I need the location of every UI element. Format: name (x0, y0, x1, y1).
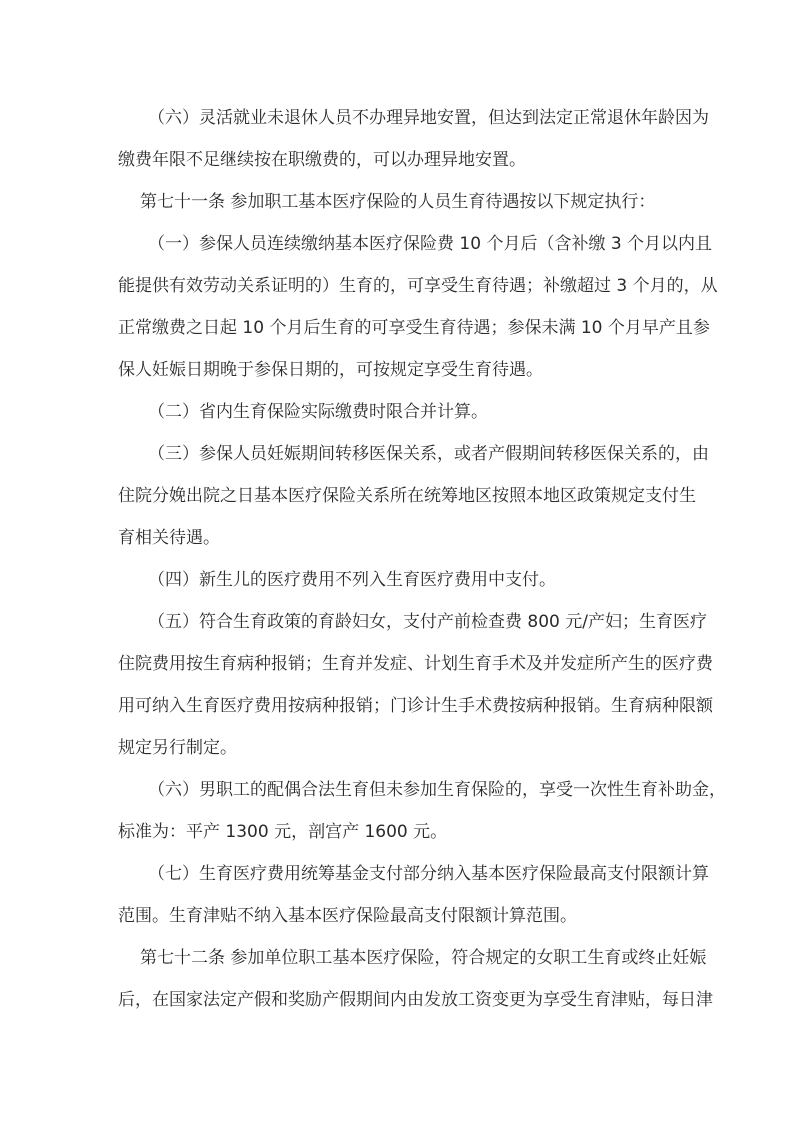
article-paragraph (118, 181, 676, 223)
text-line: 能提供有效劳动关系证明的）生育的，可享受生育待遇；补缴超过 3 个月的，从 (118, 276, 718, 296)
text-line: （五）符合生育政策的育龄妇女，支付产前检查费 800 元/产妇；生育医疗 (148, 612, 707, 632)
document-body (118, 97, 726, 1021)
item-paragraph (118, 97, 709, 181)
article-paragraph (118, 937, 713, 1021)
text-line: 第七十一条 参加职工基本医疗保险的人员生育待遇按以下规定执行： (140, 192, 656, 212)
item-paragraph (118, 559, 676, 601)
text-line: 住院费用按生育病种报销；生育并发症、计划生育手术及并发症所产生的医疗费 (118, 654, 713, 674)
text-line: 住院分娩出院之日基本医疗保险关系所在统筹地区按照本地区政策规定支付生 (118, 486, 696, 506)
text-line: 正常缴费之日起 10 个月后生育的可享受生育待遇；参保未满 10 个月早产且参 (118, 318, 710, 338)
text-line: （六）灵活就业未退休人员不办理异地安置，但达到法定正常退休年龄因为 (148, 108, 709, 128)
text-line: 缴费年限不足继续按在职缴费的，可以办理异地安置。 (118, 150, 526, 170)
item-paragraph (118, 853, 709, 937)
text-line: （三）参保人员妊娠期间转移医保关系，或者产假期间转移医保关系的，由 (148, 444, 709, 464)
item-paragraph (118, 433, 709, 559)
item-paragraph (118, 223, 718, 391)
text-line: （四）新生儿的医疗费用不列入生育医疗费用中支付。 (148, 570, 556, 590)
text-line: 用可纳入生育医疗费用按病种报销；门诊计生手术费按病种报销。生育病种限额 (118, 696, 713, 716)
text-line: 保人妊娠日期晚于参保日期的，可按规定享受生育待遇。 (118, 360, 543, 380)
text-line: （六）男职工的配偶合法生育但未参加生育保险的，享受一次性生育补助金， (148, 780, 726, 800)
text-line: （二）省内生育保险实际缴费时限合并计算。 (148, 402, 488, 422)
item-paragraph (118, 391, 676, 433)
text-line: 标准为：平产 1300 元，剖宫产 1600 元。 (118, 822, 448, 842)
item-paragraph (118, 601, 713, 769)
text-line: 范围。生育津贴不纳入基本医疗保险最高支付限额计算范围。 (118, 906, 577, 926)
text-line: 后，在国家法定产假和奖励产假期间内由发放工资变更为享受生育津贴，每日津 (118, 990, 713, 1010)
text-line: 育相关待遇。 (118, 528, 220, 548)
text-line: （一）参保人员连续缴纳基本医疗保险费 10 个月后（含补缴 3 个月以内且 (148, 234, 713, 254)
item-paragraph (118, 769, 726, 853)
text-line: （七）生育医疗费用统筹基金支付部分纳入基本医疗保险最高支付限额计算 (148, 864, 709, 884)
text-line: 规定另行制定。 (118, 738, 237, 758)
text-line: 第七十二条 参加单位职工基本医疗保险，符合规定的女职工生育或终止妊娠 (140, 948, 707, 968)
